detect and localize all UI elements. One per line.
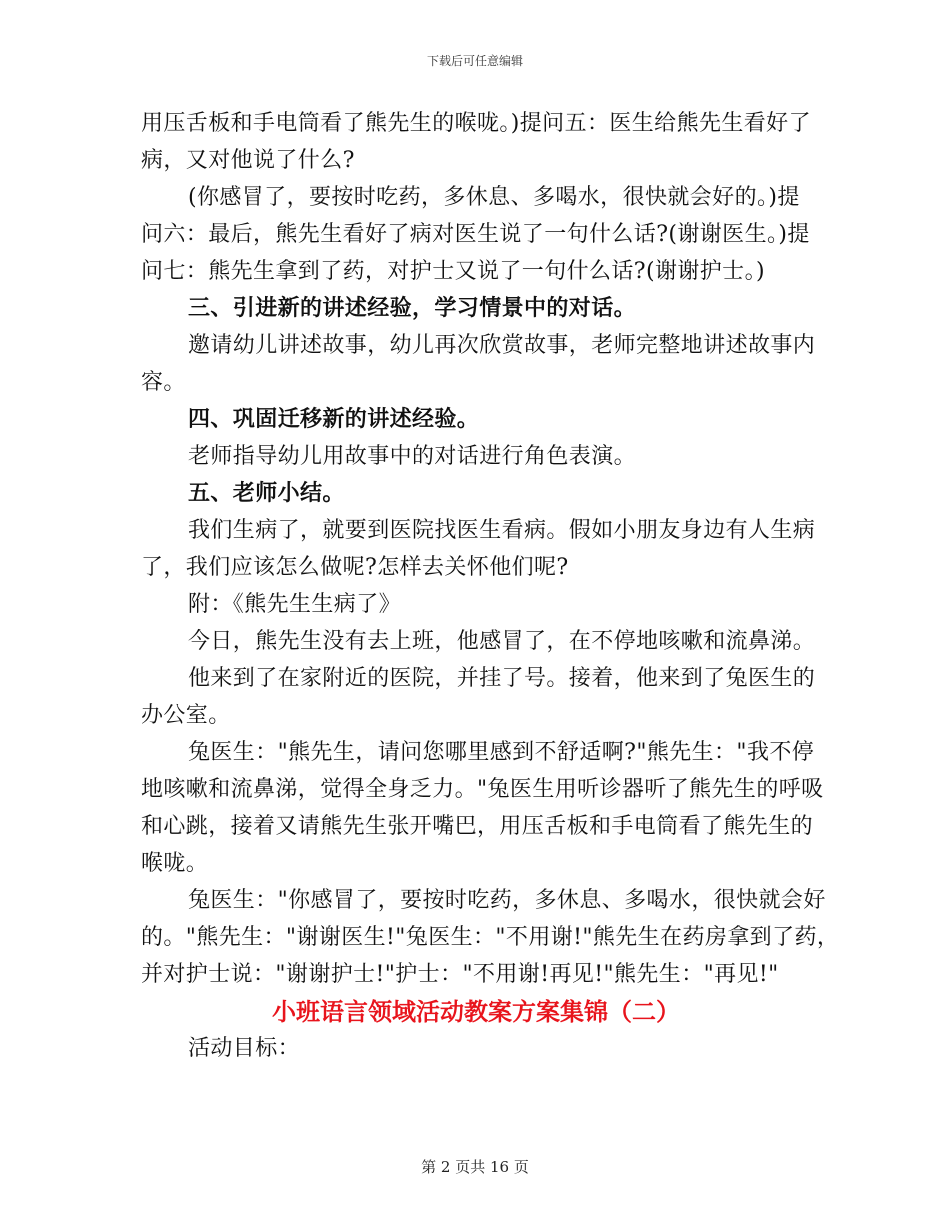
section-heading: 四、巩固迁移新的讲述经验。 [188,406,480,432]
text-line: 兔医生："熊先生，请问您哪里感到不舒适啊?"熊先生："我不停 [188,740,815,765]
text-line: 今日，熊先生没有去上班，他感冒了，在不停地咳嗽和流鼻涕。 [188,629,816,654]
text-line: 用压舌板和手电筒看了熊先生的喉咙。)提问五：医生给熊先生看好了 [141,111,811,136]
text-line: 地咳嗽和流鼻涕，觉得全身乏力。"兔医生用听诊器听了熊先生的呼吸 [141,777,824,802]
section-heading: 五、老师小结。 [188,480,345,506]
text-line: 办公室。 [141,703,231,728]
text-line: 他来到了在家附近的医院，并挂了号。接着，他来到了兔医生的 [188,666,816,691]
text-line: 我们生病了，就要到医院找医生看病。假如小朋友身边有人生病 [188,518,816,543]
section-heading: 三、引进新的讲述经验，学习情景中的对话。 [188,295,637,321]
text-line: 喉咙。 [141,851,209,876]
text-line: 问六：最后，熊先生看好了病对医生说了一句什么话?(谢谢医生。)提 [141,222,810,247]
text-line: 病，又对他说了什么? [141,148,355,173]
text-line: 和心跳，接着又请熊先生张开嘴巴，用压舌板和手电筒看了熊先生的 [141,814,814,839]
page-header: 下载后可任意编辑 [426,54,523,68]
document-body [141,105,840,1067]
text-line: 容。 [141,370,186,395]
text-line: 的。"熊先生："谢谢医生!"兔医生："不用谢!"熊先生在药房拿到了药， [141,925,840,950]
text-line: 问七：熊先生拿到了药，对护士又说了一句什么话?(谢谢护士。) [141,259,765,284]
section-title: 小班语言领域活动教案方案集锦（二） [272,997,680,1026]
text-line: 活动目标： [188,1036,301,1061]
text-line: 了，我们应该怎么做呢?怎样去关怀他们呢? [141,555,569,580]
text-line: 邀请幼儿讲述故事，幼儿再次欣赏故事，老师完整地讲述故事内 [188,333,816,358]
text-line: 老师指导幼儿用故事中的对话进行角色表演。 [188,444,637,469]
text-line: 附：《熊先生生病了》 [188,592,402,617]
text-line: 并对护士说："谢谢护士!"护士："不用谢!再见!"熊先生："再见!" [141,962,779,987]
text-line: 兔医生："你感冒了，要按时吃药，多休息、多喝水，很快就会好 [188,888,826,913]
page-footer: 第 2 页共 16 页 [421,1158,529,1176]
text-line: (你感冒了，要按时吃药，多休息、多喝水，很快就会好的。)提 [188,185,800,210]
